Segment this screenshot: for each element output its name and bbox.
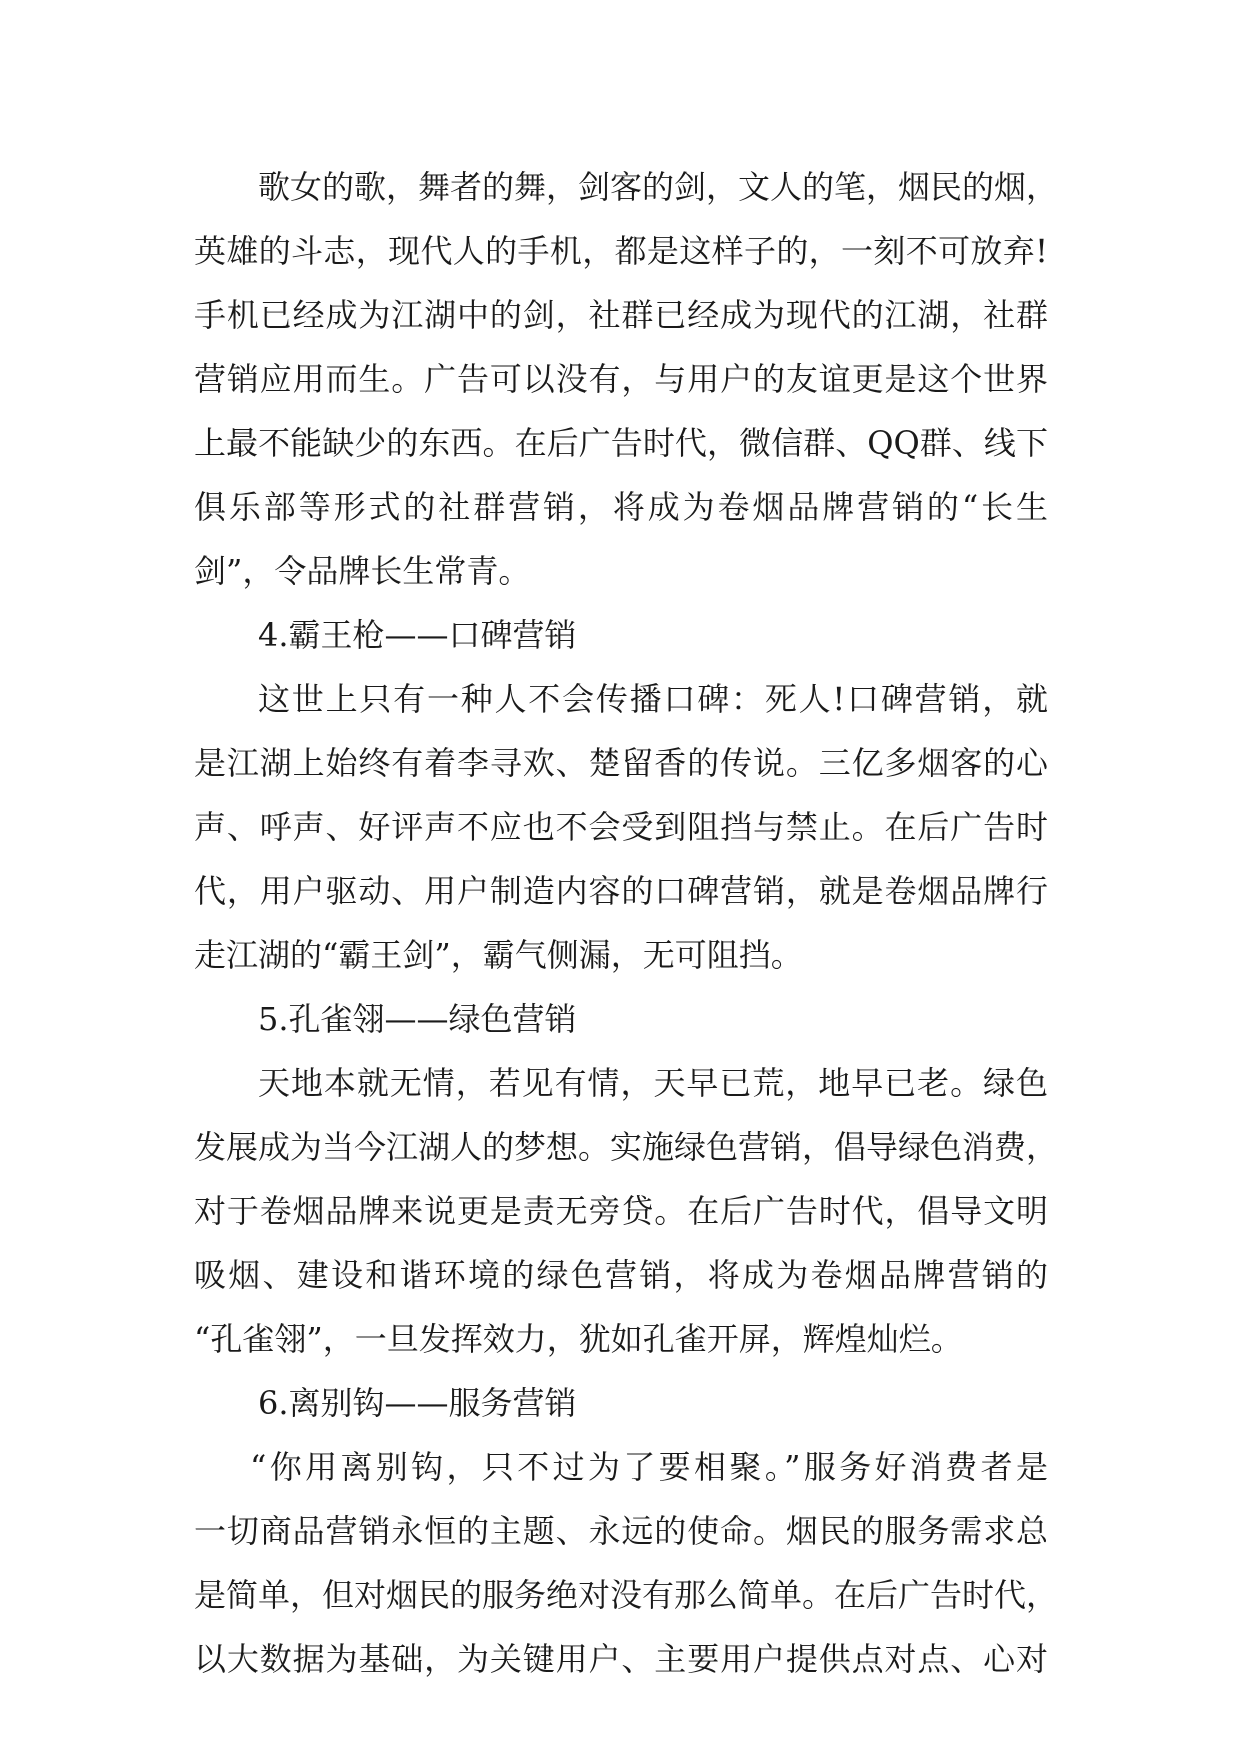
paragraph-line: “你用离别钩，只不过为了要相聚。”服务好消费者是 bbox=[250, 1448, 1048, 1486]
paragraph-line: 发展成为当今江湖人的梦想。实施绿色营销，倡导绿色消费， bbox=[194, 1128, 1059, 1166]
paragraph-line: 这世上只有一种人不会传播口碑：死人!口碑营销，就 bbox=[258, 680, 1048, 718]
paragraph-line: 天地本就无情，若见有情，天早已荒，地早已老。绿色 bbox=[258, 1064, 1048, 1102]
body-text bbox=[194, 155, 1059, 1691]
paragraph-line: 吸烟、建设和谐环境的绿色营销，将成为卷烟品牌营销的 bbox=[194, 1256, 1048, 1294]
paragraph-line: 英雄的斗志，现代人的手机，都是这样子的，一刻不可放弃! bbox=[194, 232, 1048, 270]
section-heading: 6.离别钩——服务营销 bbox=[258, 1384, 577, 1422]
paragraph-line: 俱乐部等形式的社群营销，将成为卷烟品牌营销的“长生 bbox=[194, 488, 1048, 526]
paragraph-line: 走江湖的“霸王剑”，霸气侧漏，无可阻挡。 bbox=[194, 936, 803, 974]
paragraph-line: 一切商品营销永恒的主题、永远的使命。烟民的服务需求总 bbox=[194, 1512, 1048, 1550]
section-heading: 5.孔雀翎——绿色营销 bbox=[258, 1000, 577, 1038]
paragraph-line: 代，用户驱动、用户制造内容的口碑营销，就是卷烟品牌行 bbox=[194, 872, 1048, 910]
paragraph-line: 上最不能缺少的东西。在后广告时代，微信群、QQ群、线下 bbox=[194, 424, 1048, 462]
paragraph-line: 以大数据为基础，为关键用户、主要用户提供点对点、心对 bbox=[194, 1640, 1048, 1678]
paragraph-line: 歌女的歌，舞者的舞，剑客的剑，文人的笔，烟民的烟， bbox=[258, 168, 1059, 206]
paragraph-line: 对于卷烟品牌来说更是责无旁贷。在后广告时代，倡导文明 bbox=[194, 1192, 1048, 1230]
paragraph-line: 是江湖上始终有着李寻欢、楚留香的传说。三亿多烟客的心 bbox=[194, 744, 1048, 782]
paragraph-line: 手机已经成为江湖中的剑，社群已经成为现代的江湖，社群 bbox=[194, 296, 1048, 334]
paragraph-line: 营销应用而生。广告可以没有，与用户的友谊更是这个世界 bbox=[194, 360, 1048, 398]
paragraph-line: 剑”，令品牌长生常青。 bbox=[194, 552, 531, 590]
paragraph-line: 是简单，但对烟民的服务绝对没有那么简单。在后广告时代， bbox=[194, 1576, 1059, 1614]
section-heading: 4.霸王枪——口碑营销 bbox=[258, 616, 577, 654]
paragraph-line: 声、呼声、好评声不应也不会受到阻挡与禁止。在后广告时 bbox=[194, 808, 1048, 846]
paragraph-line: “孔雀翎”，一旦发挥效力，犹如孔雀开屏，辉煌灿烂。 bbox=[194, 1320, 963, 1358]
